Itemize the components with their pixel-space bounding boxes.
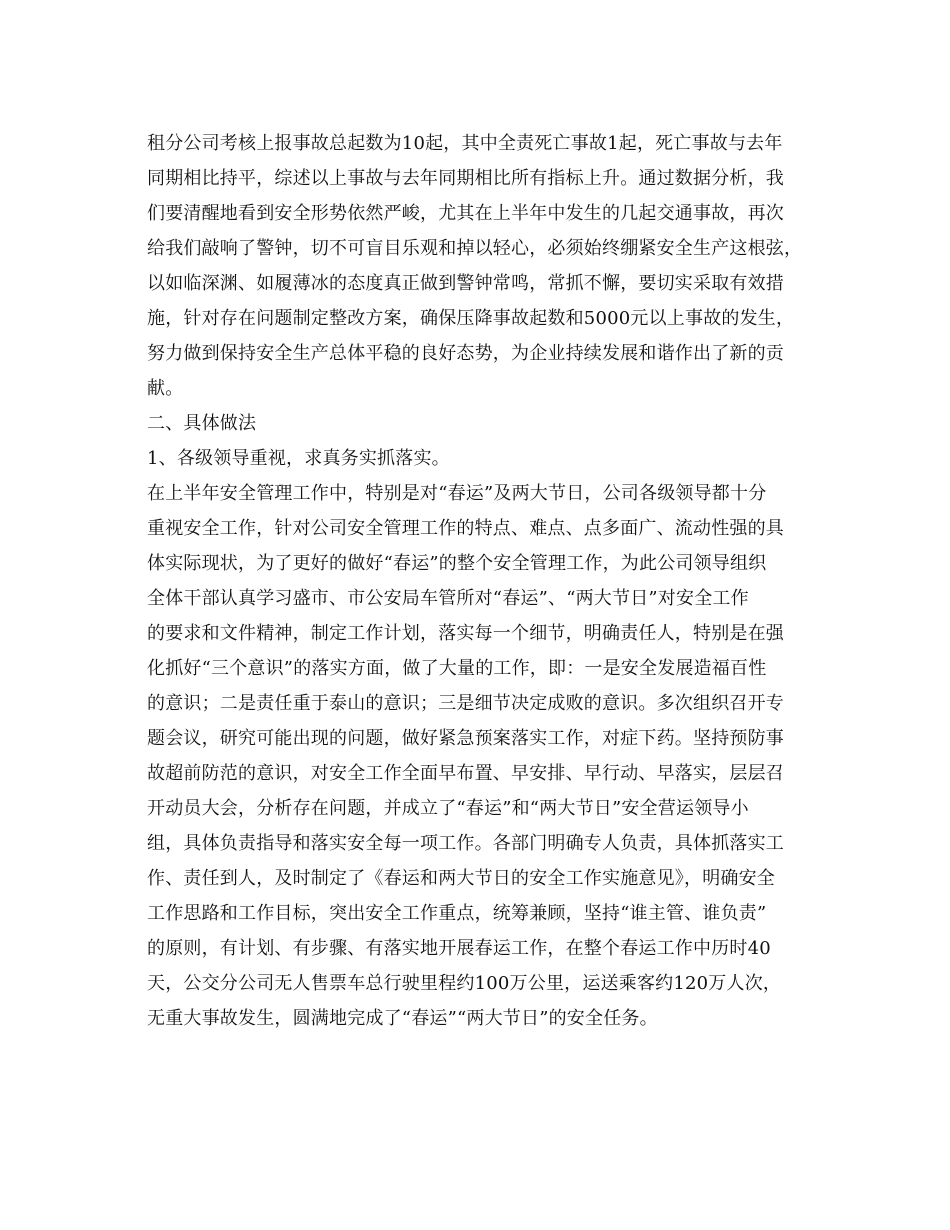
paragraph-line: 重视安全工作，针对公司安全管理工作的特点、难点、点多面广、流动性强的具 [147, 518, 784, 539]
paragraph-line: 天，公交分公司无人售票车总行驶里程约100万公里，运送乘客约120万人次， [147, 973, 782, 994]
paragraph-line: 以如临深渊、如履薄冰的态度真正做到警钟常鸣，常抓不懈，要切实采取有效措 [147, 273, 784, 294]
paragraph-line: 努力做到保持安全生产总体平稳的良好态势，为企业持续发展和谐作出了新的贡 [147, 343, 784, 364]
paragraph-line: 的要求和文件精神，制定工作计划，落实每一个细节，明确责任人，特别是在强 [147, 623, 784, 644]
paragraph-line: 在上半年安全管理工作中，特别是对“春运”及两大节日，公司各级领导都十分 [147, 483, 767, 504]
paragraph-line: 工作思路和工作目标，突出安全工作重点，统筹兼顾，坚持“谁主管、谁负责” [147, 903, 767, 924]
paragraph-line: 作、责任到人，及时制定了《春运和两大节日的安全工作实施意见》，明确安全 [147, 868, 775, 889]
paragraph-line: 施，针对存在问题制定整改方案，确保压降事故起数和5000元以上事故的发生， [147, 308, 795, 329]
paragraph-line: 同期相比持平，综述以上事故与去年同期相比所有指标上升。通过数据分析，我 [147, 168, 784, 189]
paragraph-line: 的原则，有计划、有步骤、有落实地开展春运工作，在整个春运工作中历时40 [147, 938, 771, 959]
paragraph-line: 组，具体负责指导和落实安全每一项工作。各部门明确专人负责，具体抓落实工 [147, 833, 784, 854]
paragraph-line: 给我们敲响了警钟，切不可盲目乐观和掉以轻心，必须始终绷紧安全生产这根弦， [147, 238, 803, 259]
paragraph-line: 化抓好“三个意识”的落实方面，做了大量的工作，即：一是安全发展造福百性 [147, 658, 767, 679]
document-body [147, 126, 812, 1036]
paragraph-line: 全体干部认真学习盛市、市公安局车管所对“春运”、“两大节日”对安全工作 [147, 588, 749, 609]
paragraph-line: 开动员大会，分析存在问题，并成立了“春运”和“两大节日”安全营运领导小 [147, 798, 749, 819]
paragraph-line: 的意识；二是责任重于泰山的意识；三是细节决定成败的意识。多次组织召开专 [147, 693, 784, 714]
paragraph-line: 故超前防范的意识，对安全工作全面早布置、早安排、早行动、早落实，层层召 [147, 763, 784, 784]
subsection-heading: 1、各级领导重视，求真务实抓落实。 [147, 448, 450, 469]
section-heading: 二、具体做法 [147, 413, 257, 434]
paragraph-line: 题会议，研究可能出现的问题，做好紧急预案落实工作，对症下药。坚持预防事 [147, 728, 784, 749]
paragraph-line: 体实际现状，为了更好的做好“春运”的整个安全管理工作，为此公司领导组织 [147, 553, 767, 574]
paragraph-line: 租分公司考核上报事故总起数为10起，其中全责死亡事故1起，死亡事故与去年 [147, 133, 783, 154]
paragraph-line: 献。 [147, 378, 184, 399]
paragraph-line: 们要清醒地看到安全形势依然严峻，尤其在上半年中发生的几起交通事故，再次 [147, 203, 784, 224]
paragraph-line: 无重大事故发生，圆满地完成了“春运”“两大节日”的安全任务。 [147, 1008, 658, 1029]
